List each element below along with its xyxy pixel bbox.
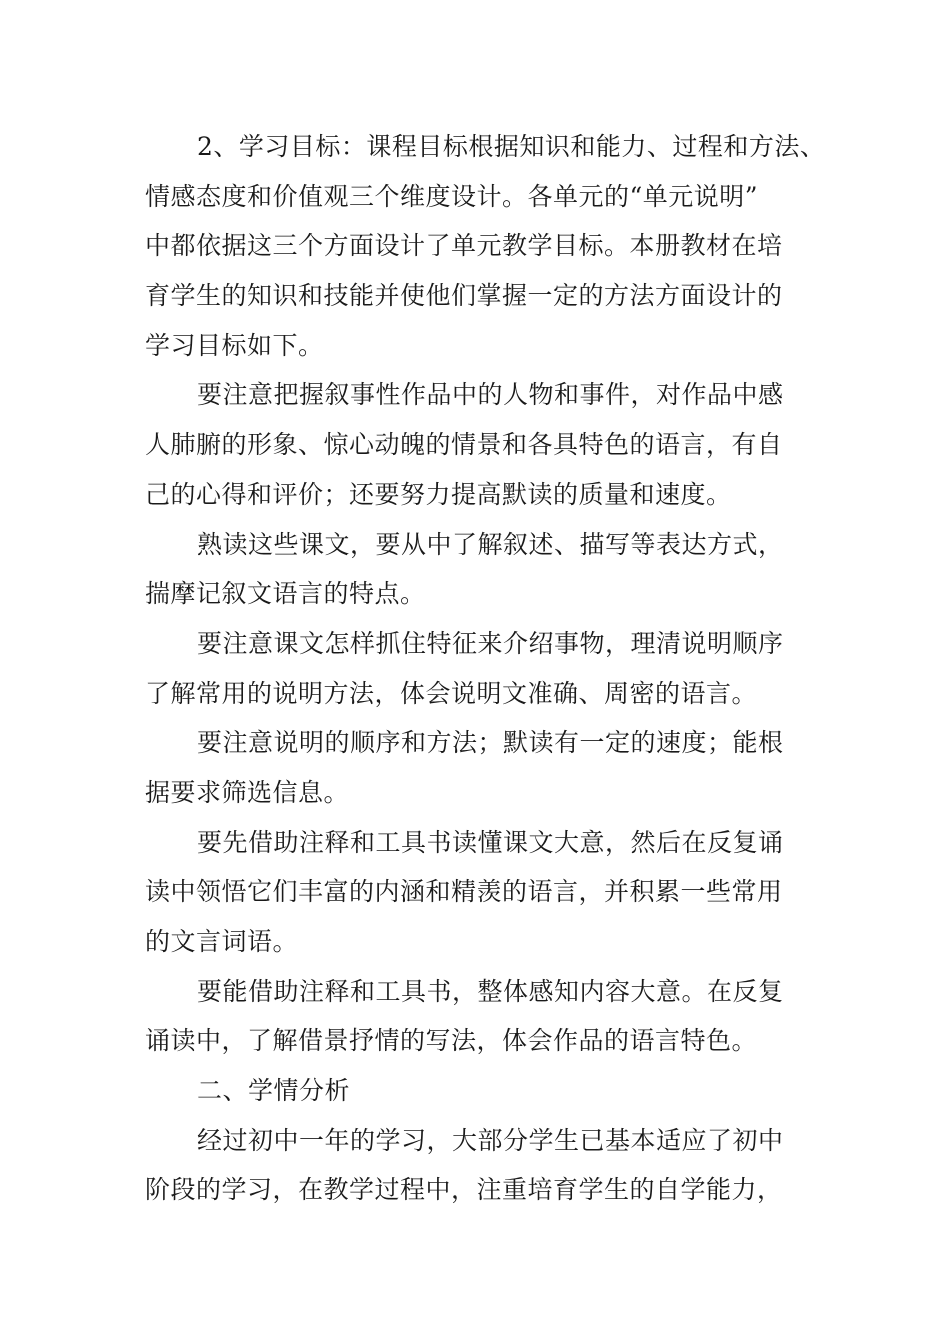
text-line: 人肺腑的形象、惊心动魄的情景和各具特色的语言，有自	[145, 430, 783, 460]
text-line: 情感态度和价值观三个维度设计。各单元的“单元说明”	[145, 181, 759, 211]
text-line: 要能借助注释和工具书，整体感知内容大意。在反复	[197, 976, 784, 1006]
text-line: 育学生的知识和技能并使他们掌握一定的方法方面设计的	[145, 281, 783, 311]
text-line: 经过初中一年的学习，大部分学生已基本适应了初中	[197, 1125, 784, 1155]
text-line: 中都依据这三个方面设计了单元教学目标。本册教材在培	[145, 231, 783, 261]
section-heading: 二、学情分析	[197, 1076, 351, 1106]
text-line: 要先借助注释和工具书读懂课文大意，然后在反复诵	[197, 827, 784, 857]
text-line: 诵读中，了解借景抒情的写法，体会作品的语言特色。	[145, 1026, 758, 1056]
text-line: 揣摩记叙文语言的特点。	[145, 579, 426, 609]
text-line: 的文言词语。	[145, 927, 299, 956]
text-line: 要注意把握叙事性作品中的人物和事件，对作品中感	[197, 380, 784, 410]
text-line: 了解常用的说明方法，体会说明文准确、周密的语言。	[145, 678, 758, 708]
text-line: 读中领悟它们丰富的内涵和精羡的语言，并积累一些常用	[145, 877, 783, 907]
text-line: 熟读这些课文，要从中了解叙述、描写等表达方式，	[197, 529, 784, 559]
text-line: 阶段的学习，在教学过程中，注重培育学生的自学能力，	[145, 1175, 783, 1205]
text-line: 要注意课文怎样抓住特征来介绍事物，理清说明顺序	[197, 628, 784, 658]
text-line: 要注意说明的顺序和方法；默读有一定的速度；能根	[197, 728, 784, 758]
document-body	[145, 122, 825, 1215]
text-line: 己的心得和评价；还要努力提高默读的质量和速度。	[145, 479, 732, 509]
text-line: 2、学习目标：课程目标根据知识和能力、过程和方法、	[197, 132, 826, 161]
text-line: 学习目标如下。	[145, 330, 324, 360]
text-line: 据要求筛选信息。	[145, 777, 350, 807]
